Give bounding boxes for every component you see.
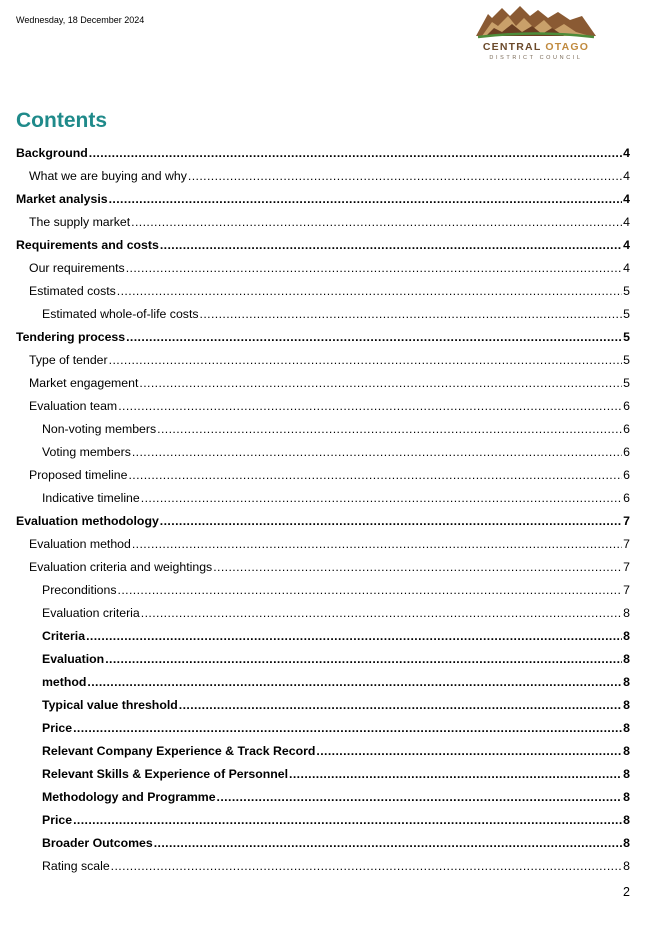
toc-leader-dots [132, 537, 622, 551]
toc-entry-title: Estimated costs [29, 283, 116, 298]
toc-entry-page: 8 [623, 835, 630, 850]
toc-leader-dots [118, 583, 623, 597]
toc-entry-page: 8 [623, 766, 630, 781]
logo-wordmark: CENTRAL OTAGO [482, 41, 590, 53]
toc-entry-page: 6 [623, 490, 630, 505]
toc-entry[interactable] [16, 371, 630, 394]
toc-leader-dots [87, 675, 622, 689]
toc-entry-page: 5 [623, 329, 630, 344]
toc-entry-page: 7 [623, 513, 630, 528]
toc-entry-page: 6 [623, 444, 630, 459]
toc-entry-title: Typical value threshold [42, 697, 178, 712]
toc-leader-dots [200, 307, 623, 321]
toc-entry-page: 6 [623, 421, 630, 436]
toc-leader-dots [160, 514, 622, 528]
toc-leader-dots [111, 859, 622, 873]
table-of-contents [16, 141, 630, 877]
toc-entry-page: 8 [623, 697, 630, 712]
toc-entry-title: Estimated whole-of-life costs [42, 306, 199, 321]
toc-entry-page: 4 [623, 260, 630, 275]
toc-entry-title: Evaluation criteria [42, 605, 140, 620]
contents-heading: Contents [16, 109, 107, 132]
toc-entry[interactable] [16, 279, 630, 302]
toc-entry-title: Preconditions [42, 582, 117, 597]
toc-leader-dots [289, 767, 622, 781]
toc-entry[interactable] [16, 187, 630, 210]
toc-entry-title: method [42, 674, 87, 689]
toc-entry[interactable] [16, 808, 630, 831]
toc-entry-title: Background [16, 145, 88, 160]
toc-entry-title: What we are buying and why [29, 168, 187, 183]
toc-entry-page: 8 [623, 628, 630, 643]
toc-entry[interactable] [16, 141, 630, 164]
toc-entry-title: Indicative timeline [42, 490, 140, 505]
toc-entry-page: 5 [623, 306, 630, 321]
toc-entry-title: Price [42, 720, 73, 735]
toc-entry-title: Market engagement [29, 375, 139, 390]
toc-entry-title: Tendering process [16, 329, 126, 344]
toc-entry-title: Relevant Company Experience & Track Record [42, 743, 316, 758]
toc-entry-title: Requirements and costs [16, 237, 159, 252]
toc-entry[interactable] [16, 394, 630, 417]
toc-entry-title: Market analysis [16, 191, 108, 206]
toc-leader-dots [141, 491, 622, 505]
toc-entry-page: 8 [623, 651, 630, 666]
header-date: Wednesday, 18 December 2024 [16, 15, 145, 25]
toc-entry-page: 5 [623, 283, 630, 298]
toc-entry-page: 8 [623, 812, 630, 827]
toc-entry[interactable] [16, 233, 630, 256]
toc-entry[interactable] [16, 762, 630, 785]
toc-leader-dots [117, 284, 622, 298]
toc-entry[interactable] [16, 693, 630, 716]
toc-leader-dots [316, 744, 622, 758]
toc-entry-title: Broader Outcomes [42, 835, 153, 850]
toc-leader-dots [126, 261, 622, 275]
toc-entry[interactable] [16, 164, 630, 187]
toc-entry-page: 6 [623, 467, 630, 482]
toc-entry[interactable] [16, 463, 630, 486]
toc-entry-page: 5 [623, 352, 630, 367]
toc-entry-title: Methodology and Programme [42, 789, 216, 804]
toc-entry[interactable] [16, 578, 630, 601]
toc-leader-dots [105, 652, 622, 666]
toc-leader-dots [126, 330, 622, 344]
toc-entry-title: Non-voting members [42, 421, 157, 436]
toc-entry[interactable] [16, 532, 630, 555]
toc-entry-page: 8 [623, 605, 630, 620]
toc-entry[interactable] [16, 670, 630, 693]
toc-leader-dots [139, 376, 622, 390]
toc-entry-title: Evaluation methodology [16, 513, 159, 528]
toc-leader-dots [179, 698, 622, 712]
toc-entry-title: Our requirements [29, 260, 125, 275]
toc-entry[interactable] [16, 624, 630, 647]
toc-entry-page: 4 [623, 214, 630, 229]
toc-leader-dots [188, 169, 622, 183]
toc-entry[interactable] [16, 831, 630, 854]
toc-leader-dots [217, 790, 623, 804]
toc-leader-dots [131, 215, 622, 229]
toc-entry-title: Evaluation criteria and weightings [29, 559, 213, 574]
toc-entry-page: 8 [623, 743, 630, 758]
toc-entry-title: Relevant Skills & Experience of Personnel [42, 766, 289, 781]
toc-leader-dots [157, 422, 622, 436]
toc-leader-dots [109, 192, 623, 206]
toc-entry-title: Evaluation method [29, 536, 131, 551]
council-logo [472, 4, 600, 66]
toc-entry[interactable] [16, 647, 630, 670]
toc-leader-dots [213, 560, 622, 574]
toc-entry[interactable] [16, 509, 630, 532]
toc-entry-page: 4 [623, 168, 630, 183]
toc-leader-dots [128, 468, 622, 482]
toc-entry[interactable] [16, 785, 630, 808]
page-number: 2 [623, 885, 630, 899]
toc-entry-page: 4 [623, 237, 630, 252]
toc-leader-dots [109, 353, 623, 367]
toc-entry-page: 7 [623, 582, 630, 597]
toc-entry-page: 4 [623, 145, 630, 160]
toc-leader-dots [73, 813, 622, 827]
toc-entry[interactable] [16, 348, 630, 371]
toc-leader-dots [154, 836, 622, 850]
toc-entry[interactable] [16, 555, 630, 578]
toc-entry[interactable] [16, 854, 630, 877]
toc-entry-title: Evaluation team [29, 398, 118, 413]
toc-entry-title: Price [42, 812, 73, 827]
mountain-logo-icon [472, 4, 600, 40]
toc-entry[interactable] [16, 440, 630, 463]
toc-entry[interactable] [16, 256, 630, 279]
toc-entry-page: 8 [623, 720, 630, 735]
toc-entry[interactable] [16, 486, 630, 509]
toc-entry-page: 8 [623, 674, 630, 689]
toc-entry-title: Rating scale [42, 858, 110, 873]
toc-entry-page: 7 [623, 559, 630, 574]
toc-entry-page: 4 [623, 191, 630, 206]
toc-entry[interactable] [16, 417, 630, 440]
toc-entry-title: Evaluation [42, 651, 105, 666]
toc-entry[interactable] [16, 210, 630, 233]
toc-leader-dots [141, 606, 622, 620]
toc-entry-page: 8 [623, 789, 630, 804]
toc-leader-dots [118, 399, 622, 413]
toc-entry-page: 7 [623, 536, 630, 551]
toc-leader-dots [160, 238, 622, 252]
toc-entry-title: Proposed timeline [29, 467, 128, 482]
toc-entry[interactable] [16, 716, 630, 739]
toc-leader-dots [86, 629, 622, 643]
toc-entry-title: Voting members [42, 444, 131, 459]
toc-entry[interactable] [16, 302, 630, 325]
toc-leader-dots [89, 146, 622, 160]
toc-entry-page: 6 [623, 398, 630, 413]
toc-entry[interactable] [16, 325, 630, 348]
toc-leader-dots [73, 721, 622, 735]
toc-entry-page: 8 [623, 858, 630, 873]
toc-entry[interactable] [16, 739, 630, 762]
toc-entry-title: The supply market [29, 214, 131, 229]
logo-subtitle: DISTRICT COUNCIL [489, 55, 583, 61]
toc-leader-dots [132, 445, 622, 459]
toc-entry-title: Type of tender [29, 352, 108, 367]
toc-entry[interactable] [16, 601, 630, 624]
toc-entry-title: Criteria [42, 628, 86, 643]
toc-entry-page: 5 [623, 375, 630, 390]
